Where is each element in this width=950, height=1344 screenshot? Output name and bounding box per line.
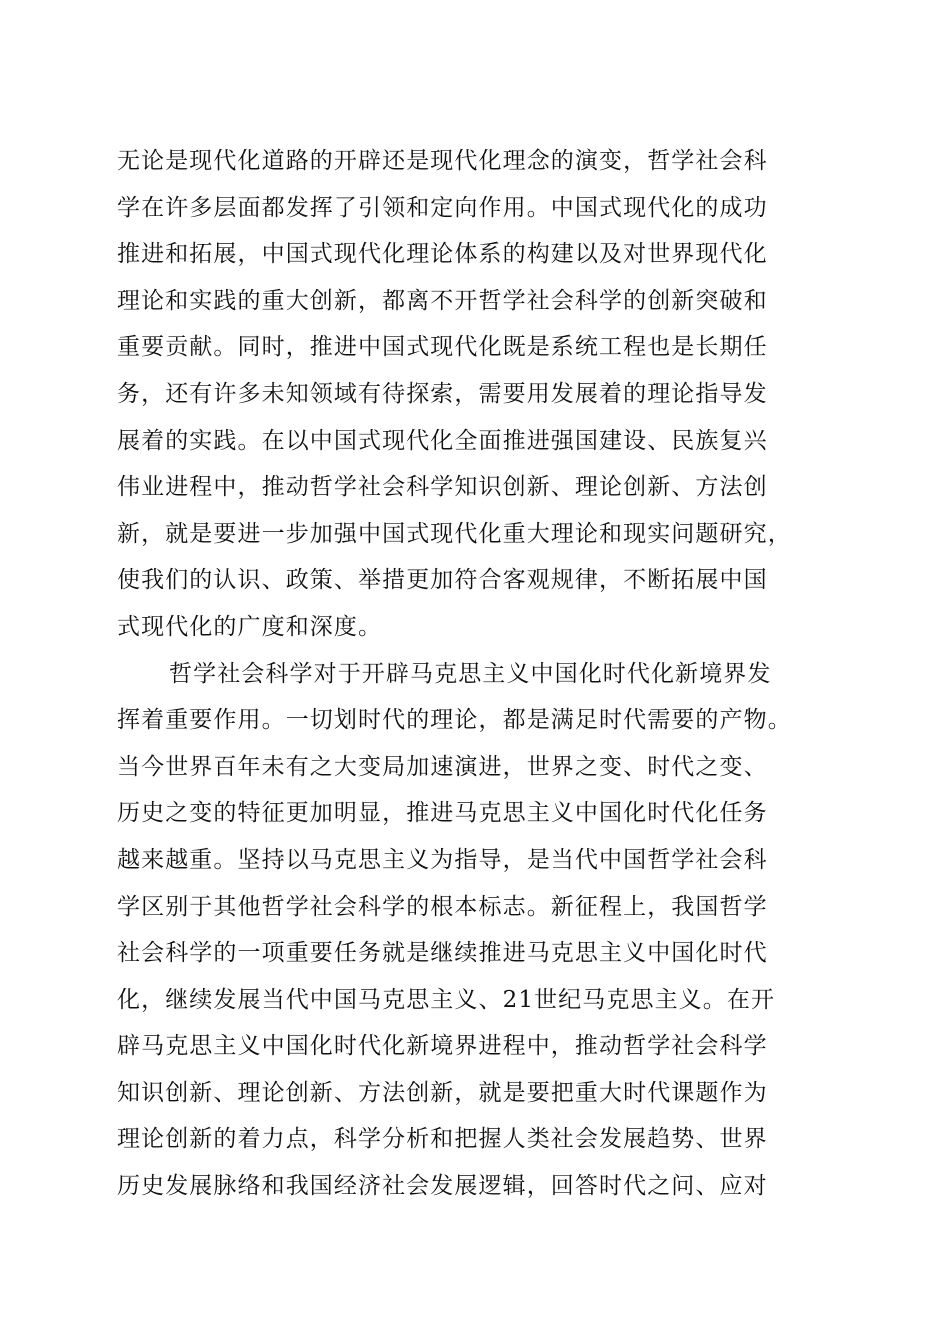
text-line: 辟马克思主义中国化时代化新境界进程中，推动哲学社会科学: [117, 1033, 768, 1060]
body-text: [117, 138, 837, 1210]
text-line: 务，还有许多未知领域有待探索，需要用发展着的理论指导发: [117, 380, 768, 407]
text-line: 历史之变的特征更加明显，推进马克思主义中国化时代化任务: [117, 800, 768, 827]
text-line: 社会科学的一项重要任务就是继续推进马克思主义中国化时代: [117, 940, 768, 967]
text-line: 展着的实践。在以中国式现代化全面推进强国建设、民族复兴: [117, 427, 768, 454]
text-line: 挥着重要作用。一切划时代的理论，都是满足时代需要的产物。: [117, 707, 792, 734]
text-line: 化，继续发展当代中国马克思主义、21世纪马克思主义。在开: [117, 986, 776, 1013]
text-line: 重要贡献。同时，推进中国式现代化既是系统工程也是长期任: [117, 334, 768, 361]
text-line: 学区别于其他哲学社会科学的根本标志。新征程上，我国哲学: [117, 893, 768, 920]
text-line: 理论创新的着力点，科学分析和把握人类社会发展趋势、世界: [117, 1126, 768, 1153]
text-line-first-indented: 哲学社会科学对于开辟马克思主义中国化时代化新境界发: [169, 660, 772, 687]
text-line: 推进和拓展，中国式现代化理论体系的构建以及对世界现代化: [117, 241, 768, 268]
text-line: 式现代化的广度和深度。: [117, 613, 383, 640]
text-line: 学在许多层面都发挥了引领和定向作用。中国式现代化的成功: [117, 194, 768, 221]
text-line: 新，就是要进一步加强中国式现代化重大理论和现实问题研究，: [117, 520, 792, 547]
text-line: 使我们的认识、政策、举措更加符合客观规律，不断拓展中国: [117, 567, 768, 594]
text-line: 无论是现代化道路的开辟还是现代化理念的演变，哲学社会科: [117, 148, 768, 174]
text-line: 理论和实践的重大创新，都离不开哲学社会科学的创新突破和: [117, 287, 768, 314]
paragraph-1: [117, 138, 837, 651]
text-line: 当今世界百年未有之大变局加速演进，世界之变、时代之变、: [117, 753, 768, 780]
paragraph-2: [117, 651, 837, 1210]
text-line: 越来越重。坚持以马克思主义为指导，是当代中国哲学社会科: [117, 846, 768, 873]
text-line: 历史发展脉络和我国经济社会发展逻辑，回答时代之问、应对: [117, 1173, 768, 1200]
text-line: 伟业进程中，推动哲学社会科学知识创新、理论创新、方法创: [117, 474, 768, 501]
text-line: 知识创新、理论创新、方法创新，就是要把重大时代课题作为: [117, 1079, 768, 1106]
